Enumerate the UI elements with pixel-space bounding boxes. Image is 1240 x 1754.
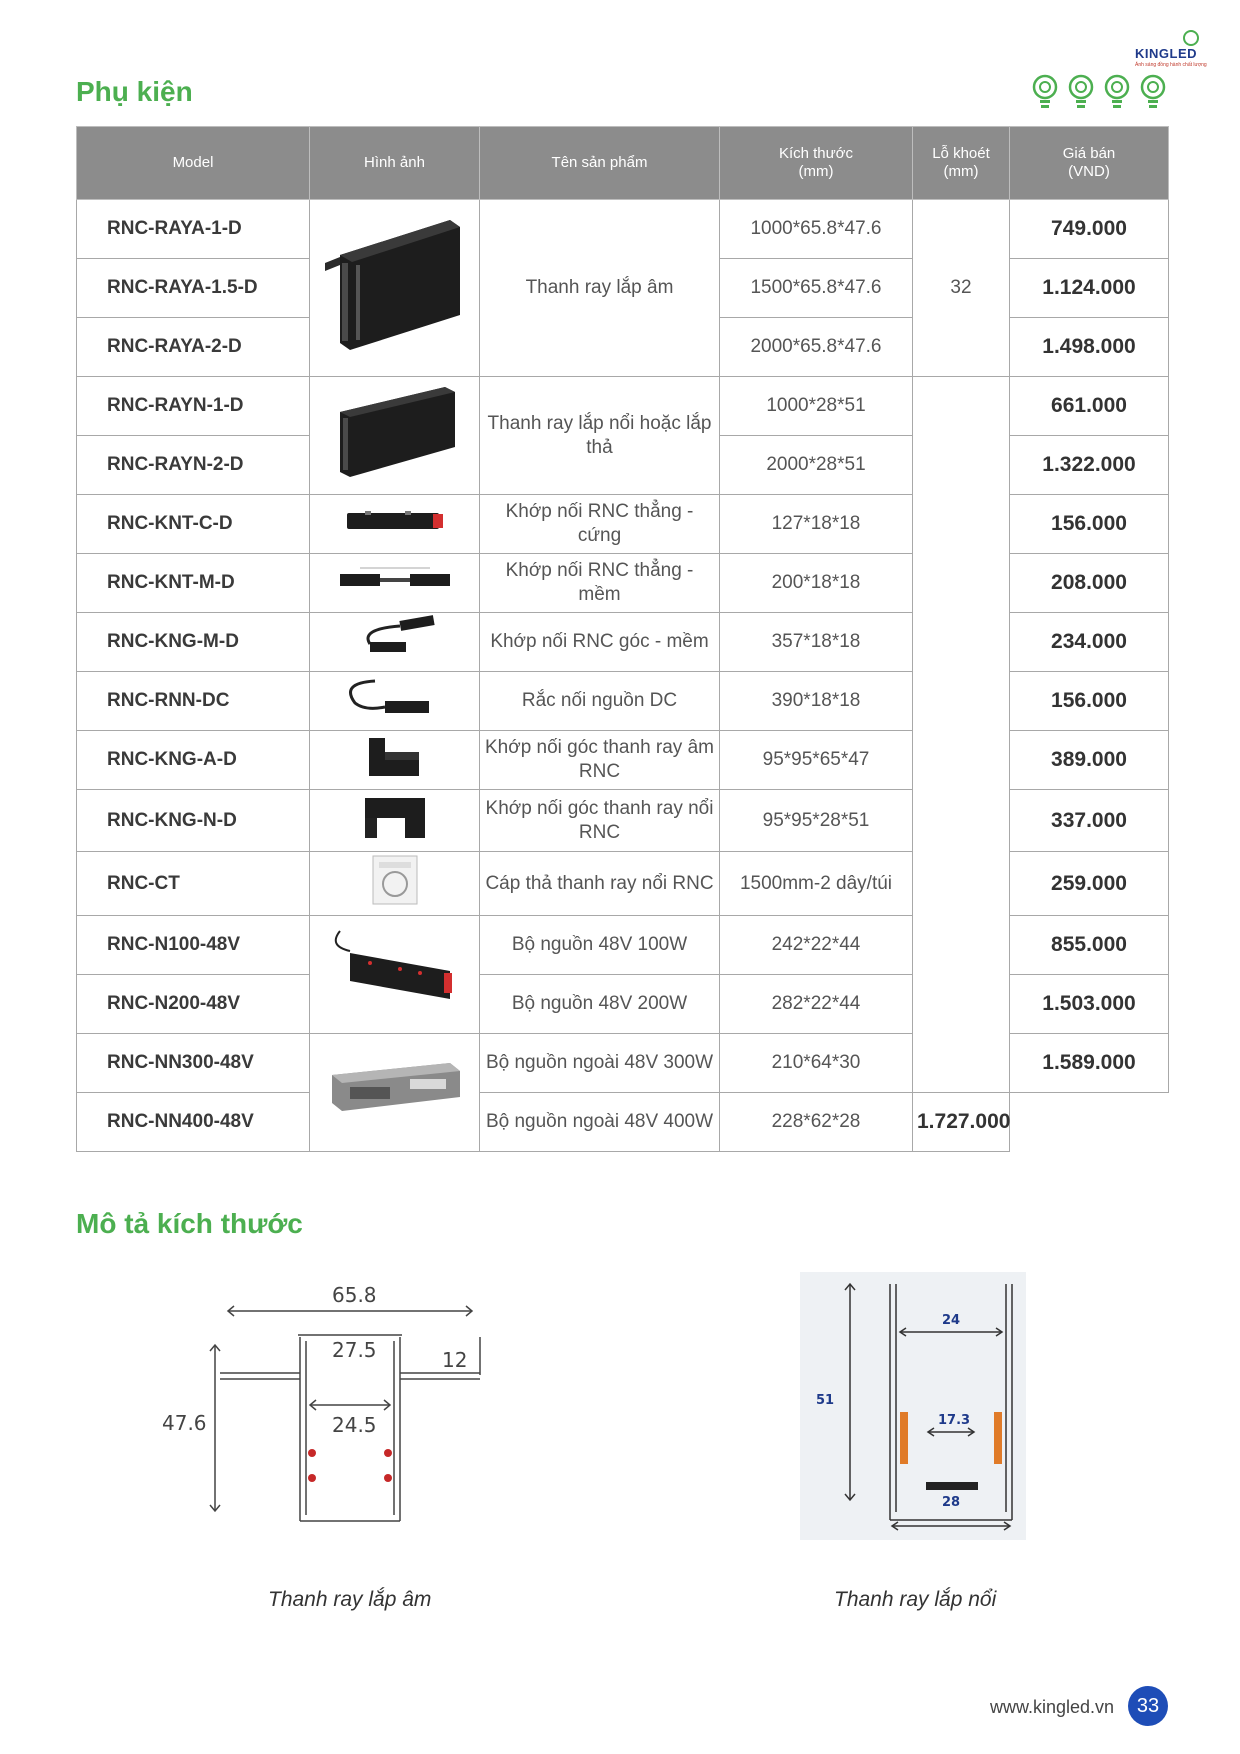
product-name-cell: Khớp nối góc thanh ray nổi RNC	[480, 790, 720, 852]
product-image-external-driver	[310, 1034, 480, 1152]
price-cell: 1.589.000	[1010, 1034, 1169, 1093]
size-cell: 210*64*30	[720, 1034, 913, 1093]
model-cell: RNC-RNN-DC	[77, 672, 310, 731]
header-image: Hình ảnh	[310, 127, 480, 200]
section-title-dimensions: Mô tả kích thước	[76, 1208, 303, 1239]
price-cell: 337.000	[1010, 790, 1169, 852]
product-name-surface-rail: Thanh ray lắp nổi hoặc lắp thả	[480, 377, 720, 495]
size-cell: 282*22*44	[720, 975, 913, 1034]
product-image-corner-surface	[310, 790, 480, 852]
product-name-cell: Cáp thả thanh ray nổi RNC	[480, 852, 720, 916]
model-cell: RNC-CT	[77, 852, 310, 916]
model-cell: RNC-KNG-A-D	[77, 731, 310, 790]
accessories-table	[76, 126, 1169, 1152]
dim-width: 65.8	[332, 1283, 377, 1307]
table-row	[77, 377, 1169, 436]
size-cell: 1000*28*51	[720, 377, 913, 436]
size-cell: 242*22*44	[720, 916, 913, 975]
size-cell: 200*18*18	[720, 554, 913, 613]
price-cell: 1.727.000	[913, 1093, 1010, 1152]
product-image-dc-connector	[310, 672, 480, 731]
model-cell: RNC-N100-48V	[77, 916, 310, 975]
hole-cell: 32	[913, 200, 1010, 377]
product-image-driver-48v	[310, 916, 480, 1034]
bulb-icon	[1138, 74, 1168, 110]
bulb-icon	[1102, 74, 1132, 110]
product-image-recessed-rail	[310, 200, 480, 377]
page-number-badge: 33	[1128, 1686, 1168, 1726]
header-hole: Lỗ khoét (mm)	[913, 127, 1010, 200]
brand-tagline: Ánh sáng đồng hành chất lượng	[1135, 62, 1207, 68]
model-cell: RNC-RAYA-2-D	[77, 318, 310, 377]
table-row	[77, 200, 1169, 259]
size-cell: 390*18*18	[720, 672, 913, 731]
size-cell: 95*95*65*47	[720, 731, 913, 790]
size-cell: 95*95*28*51	[720, 790, 913, 852]
dim-inner: 24.5	[332, 1413, 377, 1437]
price-cell: 749.000	[1010, 200, 1169, 259]
dim-inner: 17.3	[938, 1413, 971, 1428]
product-image-connector-flexible	[310, 554, 480, 613]
header-model: Model	[77, 127, 310, 200]
model-cell: RNC-KNG-M-D	[77, 613, 310, 672]
product-name-cell: Khớp nối RNC góc - mềm	[480, 613, 720, 672]
model-cell: RNC-KNG-N-D	[77, 790, 310, 852]
bulb-icon-group	[1030, 74, 1168, 114]
product-name-cell: Bộ nguồn 48V 100W	[480, 916, 720, 975]
header-size: Kích thước (mm)	[720, 127, 913, 200]
model-cell: RNC-RAYA-1-D	[77, 200, 310, 259]
dim-height: 51	[816, 1393, 835, 1408]
product-name-cell: Bộ nguồn ngoài 48V 400W	[480, 1093, 720, 1152]
brand-logo	[1135, 30, 1215, 70]
recessed-rail-dimension-diagram	[160, 1275, 500, 1555]
bulb-icon	[1183, 30, 1199, 46]
price-cell: 208.000	[1010, 554, 1169, 613]
size-cell: 228*62*28	[720, 1093, 913, 1152]
dim-height: 47.6	[162, 1411, 207, 1435]
price-cell: 156.000	[1010, 495, 1169, 554]
product-image-corner-recessed	[310, 731, 480, 790]
bulb-icon	[1066, 74, 1096, 110]
product-name-cell: Bộ nguồn ngoài 48V 300W	[480, 1034, 720, 1093]
table-header-row	[77, 127, 1169, 200]
section-title-accessories: Phụ kiện	[76, 76, 193, 107]
model-cell: RNC-NN300-48V	[77, 1034, 310, 1093]
price-cell: 259.000	[1010, 852, 1169, 916]
size-cell: 2000*65.8*47.6	[720, 318, 913, 377]
dim-bottom: 28	[942, 1495, 961, 1510]
price-cell: 156.000	[1010, 672, 1169, 731]
size-cell: 1000*65.8*47.6	[720, 200, 913, 259]
table-row	[77, 1093, 1169, 1152]
price-cell: 855.000	[1010, 916, 1169, 975]
product-image-cable-kit	[310, 852, 480, 916]
product-name-cell: Khớp nối góc thanh ray âm RNC	[480, 731, 720, 790]
size-cell: 357*18*18	[720, 613, 913, 672]
model-cell: RNC-N200-48V	[77, 975, 310, 1034]
price-cell: 661.000	[1010, 377, 1169, 436]
bulb-icon	[1030, 74, 1060, 110]
dim-top-opening: 27.5	[332, 1338, 377, 1362]
product-name-cell: Khớp nối RNC thẳng - cứng	[480, 495, 720, 554]
product-image-connector-rigid	[310, 495, 480, 554]
caption-surface-rail: Thanh ray lắp nổi	[834, 1588, 997, 1611]
price-cell: 1.322.000	[1010, 436, 1169, 495]
product-name-cell: Bộ nguồn 48V 200W	[480, 975, 720, 1034]
price-cell: 1.498.000	[1010, 318, 1169, 377]
footer-website-link[interactable]: www.kingled.vn	[990, 1697, 1115, 1717]
product-name-recessed-rail: Thanh ray lắp âm	[480, 200, 720, 377]
caption-recessed-rail: Thanh ray lắp âm	[268, 1588, 432, 1611]
surface-rail-dimension-diagram	[800, 1272, 1026, 1540]
price-cell: 389.000	[1010, 731, 1169, 790]
size-cell: 127*18*18	[720, 495, 913, 554]
model-cell: RNC-NN400-48V	[77, 1093, 310, 1152]
hole-cell-empty	[913, 377, 1010, 1093]
brand-name: KINGLED	[1135, 46, 1197, 61]
price-cell: 1.124.000	[1010, 259, 1169, 318]
size-cell: 1500mm-2 dây/túi	[720, 852, 913, 916]
model-cell: RNC-RAYN-1-D	[77, 377, 310, 436]
size-cell: 2000*28*51	[720, 436, 913, 495]
price-cell: 1.503.000	[1010, 975, 1169, 1034]
model-cell: RNC-RAYN-2-D	[77, 436, 310, 495]
product-name-cell: Khớp nối RNC thẳng - mềm	[480, 554, 720, 613]
model-cell: RNC-KNT-C-D	[77, 495, 310, 554]
model-cell: RNC-RAYA-1.5-D	[77, 259, 310, 318]
size-cell: 1500*65.8*47.6	[720, 259, 913, 318]
header-name: Tên sản phẩm	[480, 127, 720, 200]
model-cell: RNC-KNT-M-D	[77, 554, 310, 613]
dim-lip: 12	[442, 1348, 468, 1372]
header-price: Giá bán (VND)	[1010, 127, 1169, 200]
product-name-cell: Rắc nối nguồn DC	[480, 672, 720, 731]
price-cell: 234.000	[1010, 613, 1169, 672]
product-image-surface-rail	[310, 377, 480, 495]
product-image-corner-flexible	[310, 613, 480, 672]
dim-top: 24	[942, 1313, 961, 1328]
